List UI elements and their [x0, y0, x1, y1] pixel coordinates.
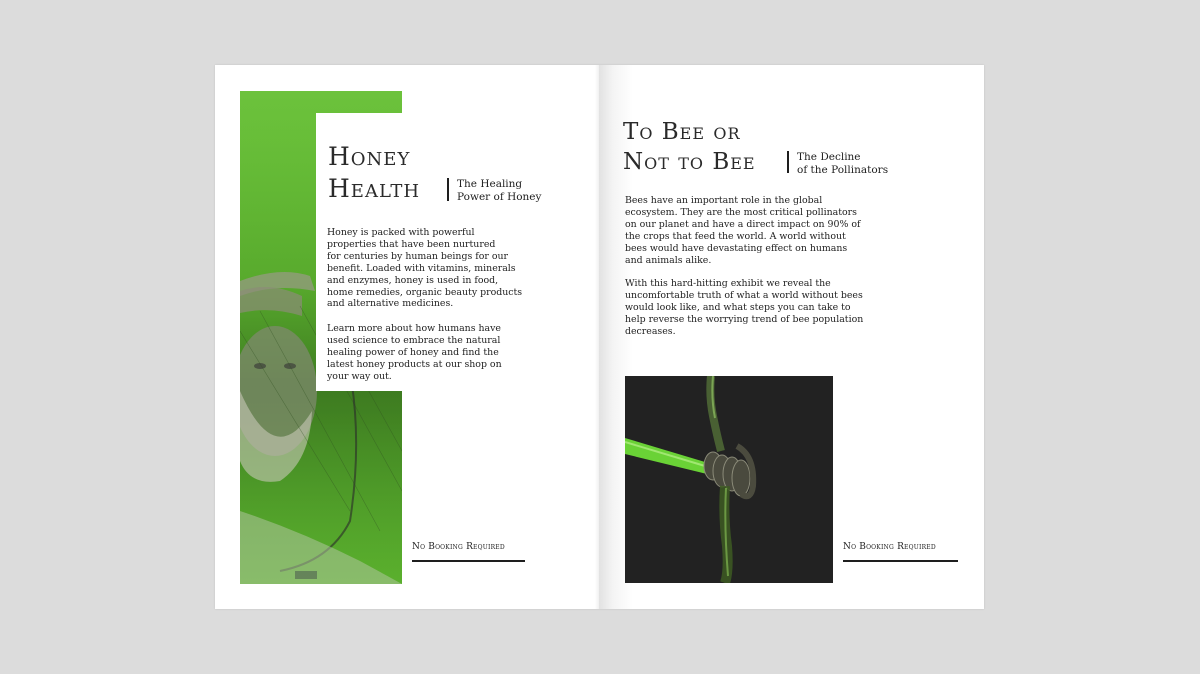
- text-line: would look like, and what steps you can take to: [625, 301, 851, 313]
- text-line: and animals alike.: [625, 254, 712, 266]
- text-line: latest honey products at our shop on: [327, 358, 502, 370]
- honey-paragraph-2: [327, 323, 547, 383]
- subtitle-divider: [447, 178, 449, 201]
- text-line: ecosystem. They are the most critical pollinators: [625, 206, 857, 218]
- text-line: help reverse the worrying trend of bee population: [625, 313, 864, 325]
- text-line: Bees have an important role in the global: [625, 195, 823, 206]
- text-line: used science to embrace the natural: [327, 334, 501, 346]
- bee-title-line1: To Bee or: [623, 119, 741, 145]
- honey-subtitle-line2: Power of Honey: [457, 191, 542, 203]
- bee-subtitle-line1: The Decline: [797, 151, 861, 163]
- text-line: for centuries by human beings for our: [327, 250, 509, 262]
- bee-title-line2: Not to Bee: [623, 149, 756, 175]
- text-line: With this hard-hitting exhibit we reveal the: [625, 278, 831, 289]
- cta-underline-right: [843, 560, 958, 562]
- honey-dipper-photo: [625, 376, 833, 583]
- honey-title-line1: Honey: [328, 142, 411, 171]
- cta-underline-left: [412, 560, 525, 562]
- text-line: on our planet and have a direct impact on 90% of: [625, 218, 861, 230]
- bee-paragraph-2: [625, 278, 895, 338]
- text-line: uncomfortable truth of what a world without bees: [625, 289, 863, 301]
- text-line: healing power of honey and find the: [327, 346, 499, 358]
- text-line: and alternative medicines.: [327, 298, 454, 310]
- honey-dipper-illustration: [625, 376, 833, 583]
- honey-subtitle-line1: The Healing: [457, 178, 523, 190]
- brochure-spread: [215, 65, 984, 609]
- honey-title-line2: Health: [328, 174, 421, 203]
- text-line: properties that have been nurtured: [327, 238, 496, 250]
- bee-paragraph-1: [625, 195, 895, 266]
- no-booking-label-right: No Booking Required: [843, 542, 936, 552]
- text-line: benefit. Loaded with vitamins, minerals: [327, 262, 516, 274]
- left-page: [215, 65, 599, 609]
- text-line: decreases.: [625, 325, 676, 337]
- honey-paragraph-1: [327, 227, 547, 310]
- no-booking-label-left: No Booking Required: [412, 542, 505, 552]
- bee-subtitle-line2: of the Pollinators: [797, 164, 889, 176]
- text-line: Learn more about how humans have: [327, 323, 501, 334]
- text-line: and enzymes, honey is used in food,: [327, 274, 499, 286]
- text-line: bees would have devastating effect on humans: [625, 242, 848, 254]
- text-line: the crops that feed the world. A world without: [625, 230, 846, 242]
- text-line: home remedies, organic beauty products: [327, 286, 523, 298]
- text-line: Honey is packed with powerful: [327, 227, 475, 238]
- subtitle-divider-right: [787, 151, 789, 173]
- text-line: your way out.: [327, 370, 392, 382]
